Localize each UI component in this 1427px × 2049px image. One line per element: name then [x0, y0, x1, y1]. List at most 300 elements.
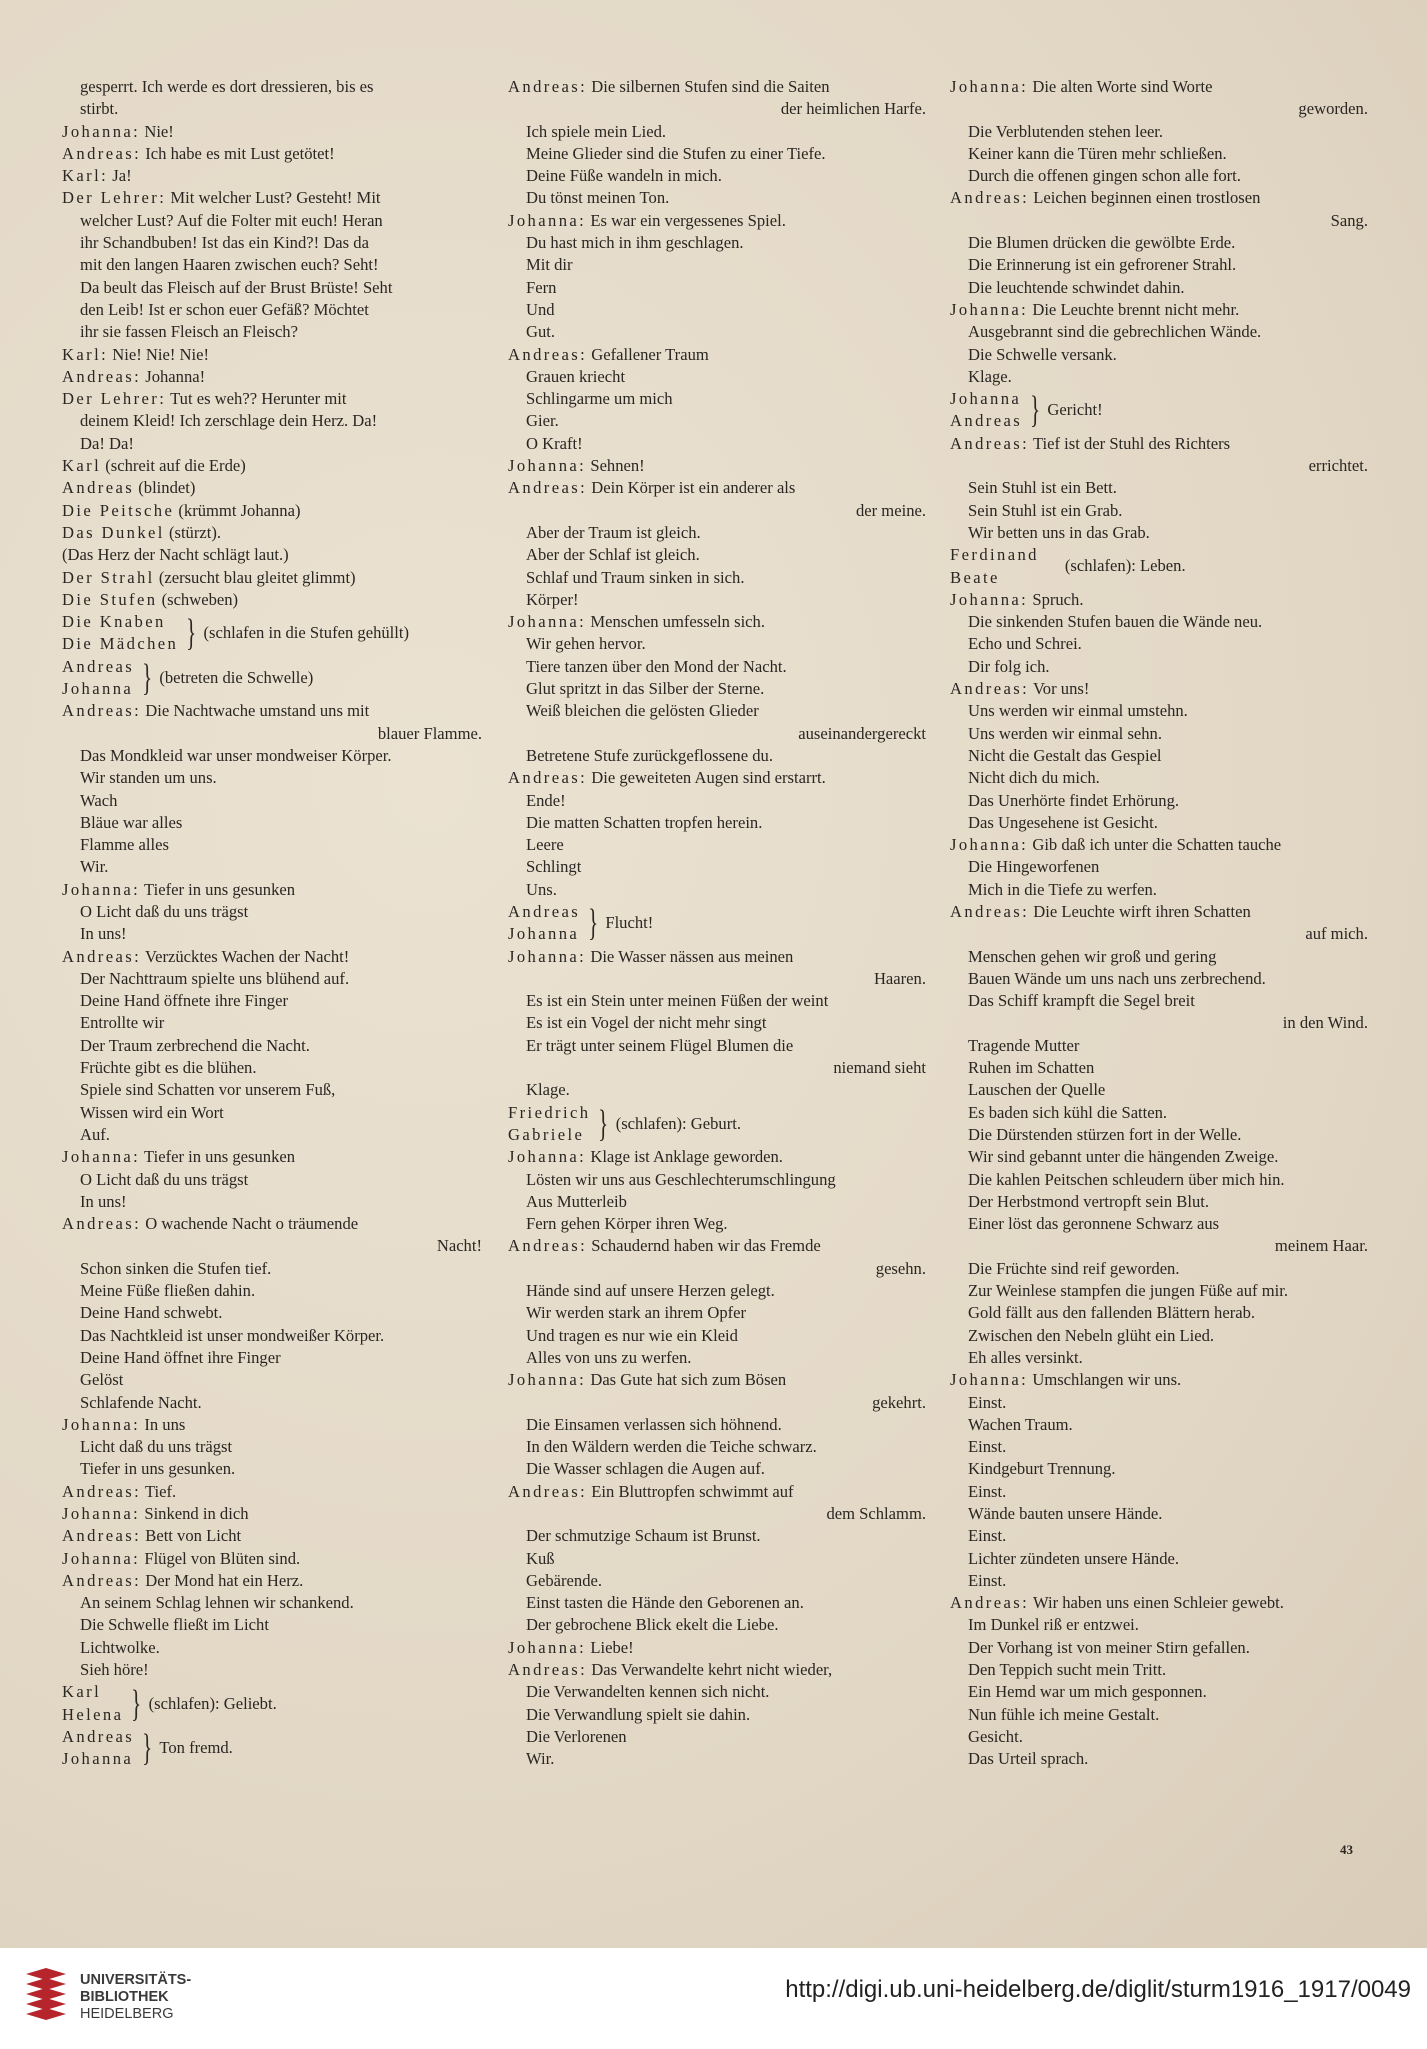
verse-line: [508, 812, 926, 834]
line-text: Die Erinnerung ist ein gefrorener Strahl.: [968, 255, 1237, 275]
speaker-name: Johanna:: [62, 121, 141, 141]
speaker-line: [62, 388, 482, 410]
line-text: Flamme alles: [80, 835, 169, 855]
line-text: Alles von uns zu werfen.: [526, 1347, 692, 1367]
line-text: Die Einsamen verlassen sich höhnend.: [526, 1414, 782, 1434]
line-text: Der Nachttraum spielte uns blühend auf.: [80, 968, 350, 988]
library-name: UNIVERSITÄTS- BIBLIOTHEK HEIDELBERG: [80, 1972, 192, 2022]
line-text: Kuß: [526, 1548, 555, 1568]
line-text: Uns werden wir einmal sehn.: [968, 723, 1163, 743]
line-text: Bauen Wände um uns nach uns zerbrechend.: [968, 968, 1266, 988]
speaker-name: Friedrich: [508, 1102, 591, 1122]
speaker-name: Das Dunkel: [62, 522, 165, 542]
line-text: Die Schwelle versank.: [968, 344, 1117, 364]
text-column-right: [950, 76, 1368, 1771]
line-text: Das Schiff krampft die Segel breit: [968, 991, 1195, 1011]
line-text: In uns!: [80, 924, 127, 944]
verse-line: [950, 1057, 1368, 1079]
verse-line: [950, 812, 1368, 834]
line-text: Einst.: [968, 1437, 1007, 1457]
line-text: Keiner kann die Türen mehr schließen.: [968, 143, 1227, 163]
line-text: Dein Körper ist ein anderer als: [587, 478, 796, 498]
stage-direction: (schlafen): Geburt.: [615, 1113, 742, 1133]
verse-line: [508, 1169, 926, 1191]
speaker-name: Andreas: [508, 901, 581, 921]
speaker-name: Johanna:: [508, 946, 587, 966]
verse-line: [62, 923, 482, 945]
verse-line: [508, 1035, 926, 1057]
line-text: Fern gehen Körper ihren Weg.: [526, 1214, 728, 1234]
line-text: Den Teppich sucht mein Tritt.: [968, 1660, 1167, 1680]
line-text: Ich spiele mein Lied.: [526, 121, 667, 141]
line-text: Zwischen den Nebeln glüht ein Lied.: [968, 1325, 1215, 1345]
line-text: Bläue war alles: [80, 812, 183, 832]
line-text: Der gebrochene Blick ekelt die Liebe.: [526, 1615, 779, 1635]
brace-icon: }: [131, 1682, 142, 1725]
line-text: Ruhen im Schatten: [968, 1058, 1095, 1078]
line-text: Wir.: [80, 857, 109, 877]
line-text: Wir haben uns einen Schleier gewebt.: [1029, 1593, 1284, 1613]
brace-icon: }: [142, 1727, 153, 1770]
speaker-line: [62, 165, 482, 187]
line-text: gesperrt. Ich werde es dort dressieren, bis es: [80, 77, 374, 96]
speaker-line: [62, 1503, 482, 1525]
verse-line: [508, 1726, 926, 1748]
speaker-name: Andreas:: [508, 1481, 588, 1501]
verse-line: [62, 1325, 482, 1347]
verse-line: [62, 1235, 482, 1257]
stage-direction: (schlafen in die Stufen gehüllt): [203, 623, 410, 643]
speaker-name: Andreas:: [62, 366, 142, 386]
line-text: Schlingarme um mich: [526, 389, 673, 409]
line-text: Und tragen es nur wie ein Kleid: [526, 1325, 738, 1345]
verse-line: [950, 633, 1368, 655]
line-text: Auf.: [80, 1124, 110, 1144]
speaker-line: [950, 433, 1368, 455]
line-text: Nie!: [140, 121, 174, 141]
line-text: Wir.: [526, 1749, 555, 1769]
speaker-line: [508, 1659, 926, 1681]
line-text: Du hast mich in ihm geschlagen.: [526, 233, 744, 253]
speaker-name: Andreas:: [950, 1593, 1030, 1613]
verse-line: [508, 1258, 926, 1280]
line-text: der heimlichen Harfe.: [780, 99, 926, 119]
verse-line: [62, 433, 482, 455]
line-text: geworden.: [1298, 99, 1368, 119]
verse-line: [950, 923, 1368, 945]
verse-line: [950, 500, 1368, 522]
line-text: Lichtwolke.: [80, 1637, 160, 1657]
verse-line: [950, 1525, 1368, 1547]
university-library-logo-icon: [18, 1968, 74, 2028]
speaker-line: [62, 946, 482, 968]
line-text: O Kraft!: [526, 433, 583, 453]
verse-line: [508, 366, 926, 388]
speaker-line: [62, 143, 482, 165]
verse-line: [950, 1035, 1368, 1057]
line-text: Der Mond hat ein Herz.: [141, 1570, 304, 1590]
speaker-line: [62, 344, 482, 366]
line-text: Sinkend in dich: [140, 1504, 249, 1523]
verse-line: [508, 522, 926, 544]
line-text: Die Dürstenden stürzen fort in der Welle.: [968, 1124, 1242, 1144]
speaker-name: Johanna: [508, 924, 580, 944]
verse-line: [950, 968, 1368, 990]
speaker-name: Helena: [62, 1704, 124, 1724]
speaker-line: [62, 1414, 482, 1436]
verse-line: [950, 1213, 1368, 1235]
line-text: In uns: [140, 1414, 186, 1434]
speaker-name: Andreas: [62, 1726, 135, 1746]
line-text: Einst.: [968, 1392, 1007, 1412]
line-text: Und: [526, 299, 555, 319]
verse-line: [950, 1503, 1368, 1525]
line-text: Körper!: [526, 589, 579, 609]
page-number: 43: [1340, 1842, 1353, 1857]
verse-line: [508, 1213, 926, 1235]
line-text: Ein Bluttropfen schwimmt auf: [587, 1481, 794, 1501]
verse-line: [508, 723, 926, 745]
line-text: Der Herbstmond vertropft sein Blut.: [968, 1191, 1210, 1211]
line-text: Johanna!: [141, 366, 206, 386]
speaker-name: Die Peitsche: [62, 500, 175, 520]
line-text: Die Verwandelten kennen sich nicht.: [526, 1682, 770, 1702]
verse-line: [950, 1436, 1368, 1458]
verse-line: [950, 1481, 1368, 1503]
text-column-middle: [508, 76, 926, 1771]
speaker-name: Johanna:: [62, 879, 141, 899]
verse-line: [62, 1102, 482, 1124]
speaker-name: Andreas:: [62, 701, 142, 721]
verse-line: [508, 656, 926, 678]
line-text: Entrollte wir: [80, 1013, 165, 1033]
verse-line: [62, 410, 482, 432]
verse-line: [950, 165, 1368, 187]
speaker-name: Andreas:: [950, 188, 1030, 208]
speaker-line: [62, 522, 482, 544]
speaker-name: Johanna:: [508, 456, 587, 476]
verse-line: [508, 1570, 926, 1592]
line-text: Tut es weh?? Herunter mit: [166, 389, 347, 409]
line-text: Nacht!: [436, 1236, 482, 1256]
verse-line: [62, 1280, 482, 1302]
line-text: Mit dir: [526, 255, 573, 275]
verse-line: [508, 1704, 926, 1726]
speaker-name: Andreas:: [950, 901, 1030, 921]
verse-line: [508, 567, 926, 589]
verse-line: [950, 1748, 1368, 1770]
stage-direction: Ton fremd.: [159, 1738, 233, 1758]
verse-line: [950, 1124, 1368, 1146]
speaker-name: Johanna:: [62, 1414, 141, 1434]
speaker-name: Johanna:: [62, 1504, 141, 1523]
verse-line: [508, 678, 926, 700]
line-text: Menschen gehen wir groß und gering: [968, 946, 1217, 966]
stage-direction: Gericht!: [1047, 400, 1103, 420]
line-text: Wir standen um uns.: [80, 768, 217, 788]
speaker-line: [62, 589, 482, 611]
stage-direction: (schlafen): Geliebt.: [148, 1693, 277, 1713]
verse-line: [62, 1458, 482, 1480]
line-text: Er trägt unter seinem Flügel Blumen die: [526, 1035, 794, 1055]
line-text: Sieh höre!: [80, 1660, 149, 1680]
speaker-line: [62, 477, 482, 499]
line-text: Deine Hand öffnete ihre Finger: [80, 991, 288, 1011]
verse-line: [508, 1681, 926, 1703]
speaker-line: [62, 1570, 482, 1592]
line-text: Es ist ein Stein unter meinen Füßen der weint: [526, 991, 829, 1011]
line-text: Uns.: [526, 879, 557, 899]
speaker-name: Johanna:: [950, 77, 1029, 96]
verse-line: [950, 98, 1368, 120]
verse-line: [950, 254, 1368, 276]
line-text: Sehnen!: [586, 456, 645, 476]
line-text: Es baden sich kühl die Satten.: [968, 1102, 1168, 1122]
verse-line: [950, 1392, 1368, 1414]
line-text: Du tönst meinen Ton.: [526, 188, 670, 208]
speaker-line: [62, 187, 482, 209]
verse-line: [62, 990, 482, 1012]
line-text: O Licht daß du uns trägst: [80, 1169, 249, 1189]
brace-icon: }: [186, 612, 197, 655]
verse-line: [950, 611, 1368, 633]
verse-line: [950, 366, 1368, 388]
speaker-line: [508, 477, 926, 499]
line-text: Schlingt: [526, 857, 582, 877]
verse-line: [950, 700, 1368, 722]
speaker-line: [508, 1369, 926, 1391]
line-text: Das Urteil sprach.: [968, 1749, 1089, 1769]
line-text: Die leuchtende schwindet dahin.: [968, 277, 1185, 297]
verse-line: [508, 254, 926, 276]
verse-line: [62, 968, 482, 990]
speaker-line: [62, 1525, 482, 1547]
speaker-name: Der Lehrer:: [62, 188, 167, 208]
verse-line: [508, 1079, 926, 1101]
verse-line: [508, 990, 926, 1012]
line-text: Durch die offenen gingen schon alle fort.: [968, 166, 1241, 186]
line-text: Das Verwandelte kehrt nicht wieder,: [587, 1660, 833, 1680]
speaker-line: [950, 901, 1368, 923]
line-text: Nicht dich du mich.: [968, 768, 1100, 788]
verse-line: [950, 1169, 1368, 1191]
verse-line: [950, 1146, 1368, 1168]
brace-icon: }: [588, 902, 599, 945]
speaker-name: Johanna:: [508, 1370, 587, 1390]
speaker-line: [950, 1592, 1368, 1614]
permalink-url[interactable]: http://digi.ub.uni-heidelberg.de/diglit/sturm1916_1917/0049: [785, 1976, 1411, 2003]
line-text: Der Vorhang ist von meiner Stirn gefallen.: [968, 1637, 1250, 1657]
line-text: Klage.: [526, 1080, 570, 1100]
verse-line: [62, 1191, 482, 1213]
verse-line: [62, 767, 482, 789]
speaker-name: Andreas: [62, 656, 135, 676]
line-text: auseinandergereckt: [798, 723, 926, 743]
line-text: in den Wind.: [1282, 1013, 1368, 1033]
speaker-line: [950, 299, 1368, 321]
verse-line: [950, 210, 1368, 232]
verse-line: [950, 1704, 1368, 1726]
speaker-line: [508, 344, 926, 366]
line-text: der meine.: [855, 500, 926, 520]
line-text: Glut spritzt in das Silber der Sterne.: [526, 679, 765, 699]
line-text: Die Schwelle fließt im Licht: [80, 1615, 269, 1635]
verse-line: [950, 344, 1368, 366]
verse-line: [508, 232, 926, 254]
verse-line: [62, 812, 482, 834]
verse-line: [62, 1302, 482, 1324]
verse-line: [62, 856, 482, 878]
speaker-line: [508, 210, 926, 232]
verse-line: [508, 143, 926, 165]
line-text: Wachen Traum.: [968, 1414, 1073, 1434]
line-text: Spruch.: [1028, 589, 1084, 609]
verse-line: [950, 455, 1368, 477]
line-text: Einst.: [968, 1481, 1007, 1501]
line-text: Die geweiteten Augen sind erstarrt.: [587, 768, 826, 788]
line-text: (Das Herz der Nacht schlägt laut.): [62, 545, 289, 565]
line-text: O wachende Nacht o träumende: [141, 1214, 359, 1234]
verse-line: [62, 1258, 482, 1280]
verse-line: [62, 232, 482, 254]
line-text: Klage ist Anklage geworden.: [586, 1147, 783, 1167]
line-text: Die sinkenden Stufen bauen die Wände neu.: [968, 612, 1263, 632]
stage-direction: (betreten die Schwelle): [159, 667, 314, 687]
line-text: Wir gehen hervor.: [526, 634, 646, 654]
speaker-name: Johanna:: [508, 612, 587, 632]
line-text: Leichen beginnen einen trostlosen: [1029, 188, 1261, 208]
brace-icon: }: [1030, 389, 1041, 432]
line-text: Haaren.: [873, 968, 926, 988]
speaker-name: Johanna:: [950, 589, 1029, 609]
verse-line: [950, 745, 1368, 767]
line-text: Gefallener Traum: [587, 344, 709, 364]
line-text: gesehn.: [875, 1258, 926, 1278]
speaker-name: Andreas:: [950, 433, 1030, 453]
speaker-name: Johanna: [950, 389, 1022, 409]
verse-line: [950, 321, 1368, 343]
verse-line: [508, 433, 926, 455]
line-text: Die Verlorenen: [526, 1726, 627, 1746]
verse-line: [950, 1637, 1368, 1659]
verse-line: [950, 232, 1368, 254]
speaker-name: Gabriele: [508, 1124, 585, 1144]
viewer-footer: [0, 1948, 1427, 2049]
line-text: Die matten Schatten tropfen herein.: [526, 812, 763, 832]
line-text: Gut.: [526, 322, 556, 342]
line-text: Die Hingeworfenen: [968, 857, 1100, 877]
brace-icon: }: [142, 657, 153, 700]
line-text: Lösten wir uns aus Geschlechterumschlingung: [526, 1169, 836, 1189]
line-text: Ende!: [526, 790, 566, 810]
line-text: Schlaf und Traum sinken in sich.: [526, 567, 745, 587]
verse-line: [62, 1392, 482, 1414]
line-text: Sang.: [1330, 210, 1368, 230]
stage-direction: (schlafen): Leben.: [1064, 556, 1186, 576]
line-text: Gesicht.: [968, 1726, 1023, 1746]
verse-line: [508, 856, 926, 878]
line-text: Wir werden stark an ihrem Opfer: [526, 1303, 747, 1323]
speaker-name: Die Mädchen: [62, 634, 179, 654]
line-text: Früchte gibt es die blühen.: [80, 1058, 257, 1078]
verse-line: [62, 321, 482, 343]
verse-line: [62, 1012, 482, 1034]
verse-line: [508, 1592, 926, 1614]
verse-line: [950, 1325, 1368, 1347]
line-text: Fern: [526, 277, 557, 297]
line-text: Deine Hand schwebt.: [80, 1303, 223, 1323]
line-text: ihr sie fassen Fleisch an Fleisch?: [80, 322, 298, 342]
line-text: (blindet): [134, 478, 196, 498]
verse-line: [508, 1347, 926, 1369]
speaker-name: Andreas:: [62, 1570, 142, 1590]
verse-line: [62, 1436, 482, 1458]
line-text: An seinem Schlag lehnen wir schankend.: [80, 1593, 354, 1613]
line-text: Gold fällt aus den fallenden Blättern herab.: [968, 1303, 1256, 1323]
line-text: Klage.: [968, 366, 1012, 386]
speaker-name: Johanna:: [950, 299, 1029, 319]
verse-line: [508, 633, 926, 655]
speaker-line: [508, 946, 926, 968]
speaker-name: Andreas: [950, 411, 1023, 431]
speaker-line: [62, 121, 482, 143]
speaker-name: Andreas:: [62, 1481, 142, 1501]
line-text: Licht daß du uns trägst: [80, 1437, 233, 1457]
speaker-name: Karl:: [62, 166, 109, 186]
line-text: (schreit auf die Erde): [101, 456, 246, 476]
speaker-name: Die Knaben: [62, 612, 166, 632]
line-text: Wissen wird ein Wort: [80, 1102, 224, 1122]
speaker-name: Der Lehrer:: [62, 389, 167, 409]
verse-line: [62, 299, 482, 321]
verse-line: [62, 901, 482, 923]
speaker-line: [508, 1481, 926, 1503]
line-text: Einst.: [968, 1526, 1007, 1546]
line-text: Die Nachtwache umstand uns mit: [141, 701, 370, 721]
line-text: Das Gute hat sich zum Bösen: [586, 1370, 787, 1390]
line-text: mit den langen Haaren zwischen euch? Seht!: [80, 255, 379, 275]
line-text: Bett von Licht: [141, 1526, 242, 1546]
line-text: Sein Stuhl ist ein Bett.: [968, 478, 1117, 498]
verse-line: [508, 1325, 926, 1347]
speaker-name: Johanna:: [508, 1147, 587, 1167]
line-text: auf mich.: [1305, 924, 1368, 944]
speaker-name: Die Stufen: [62, 589, 158, 609]
verse-line: [950, 1458, 1368, 1480]
line-text: Tief ist der Stuhl des Richters: [1029, 433, 1231, 453]
line-text: welcher Lust? Auf die Folter mit euch! Heran: [80, 210, 383, 230]
speaker-name: Andreas:: [62, 1214, 142, 1234]
line-text: Echo und Schrei.: [968, 634, 1082, 654]
speaker-group: [508, 1102, 926, 1147]
speaker-name: Andreas:: [508, 77, 588, 96]
verse-line: [508, 1057, 926, 1079]
line-text: Der Traum zerbrechend die Nacht.: [80, 1035, 310, 1055]
line-text: Die Leuchte wirft ihren Schatten: [1029, 901, 1251, 921]
verse-line: [950, 1191, 1368, 1213]
line-text: Die Früchte sind reif geworden.: [968, 1258, 1180, 1278]
line-text: Da beult das Fleisch auf der Brust Brüste! Seht: [80, 277, 393, 297]
line-text: Nun fühle ich meine Gestalt.: [968, 1704, 1160, 1724]
line-text: Sein Stuhl ist ein Grab.: [968, 500, 1123, 520]
line-text: Im Dunkel riß er entzwei.: [968, 1615, 1139, 1635]
speaker-name: Andreas: [62, 478, 135, 498]
verse-line: [508, 1503, 926, 1525]
verse-line: [62, 745, 482, 767]
speaker-line: [62, 455, 482, 477]
speaker-line: [950, 678, 1368, 700]
verse-line: [950, 1570, 1368, 1592]
